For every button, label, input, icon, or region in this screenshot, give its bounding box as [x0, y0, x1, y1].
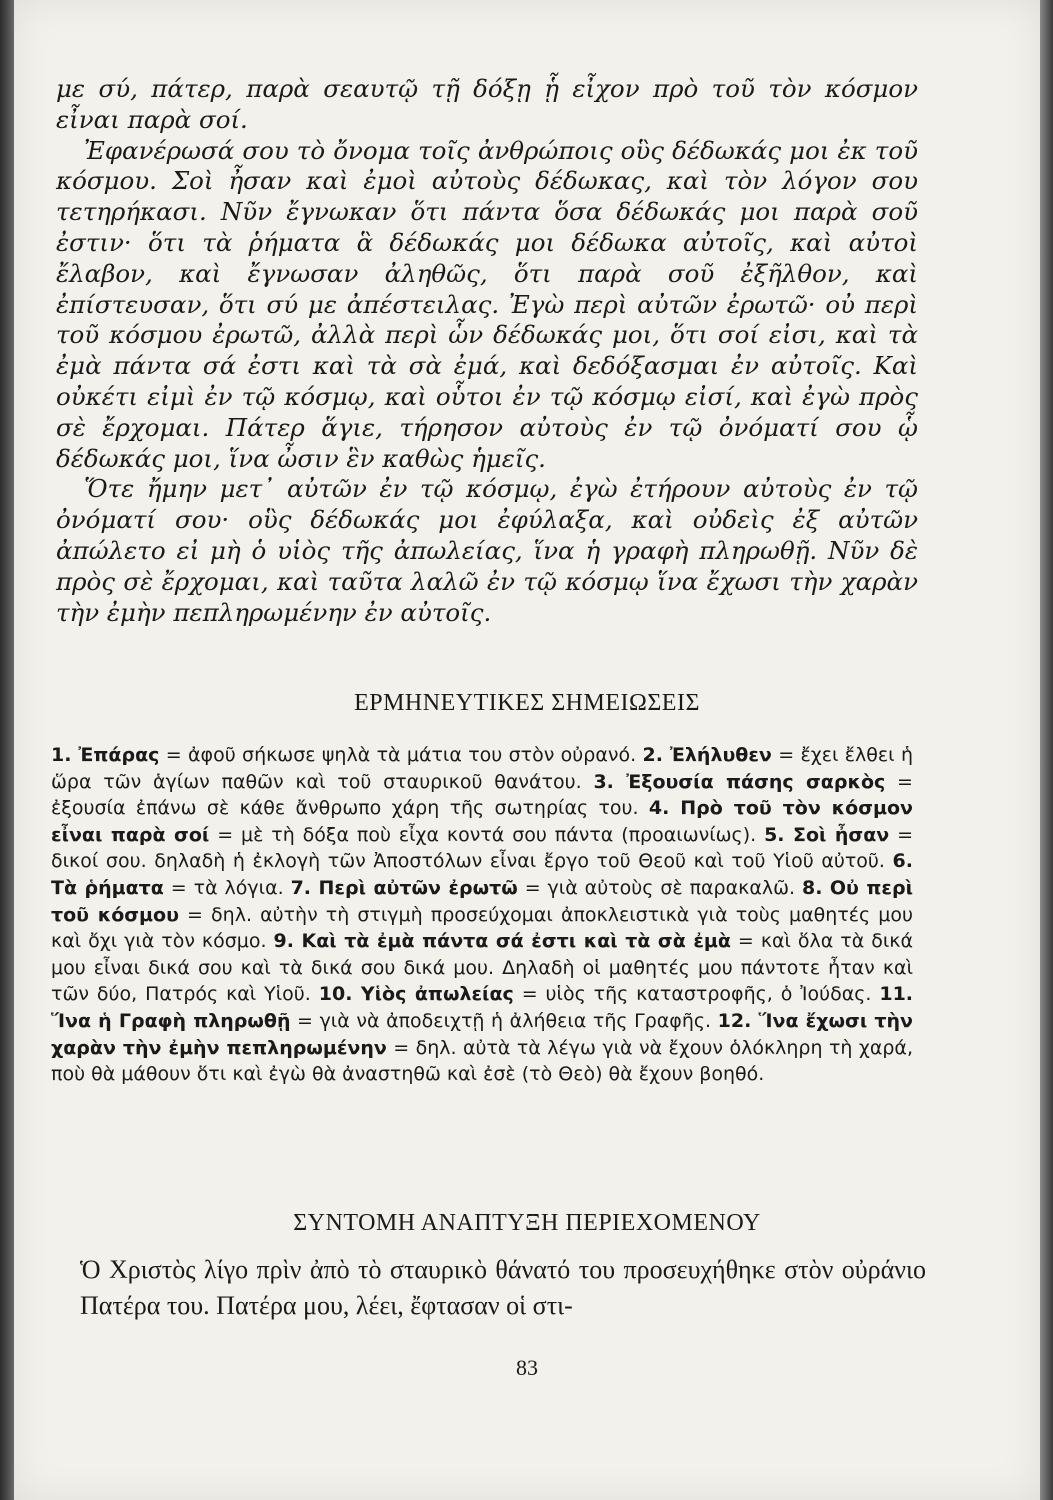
note-term: 2. Ἐλήλυθεν: [642, 744, 772, 766]
page-number: 83: [516, 1355, 538, 1380]
note-term: 4. Πρὸ τοῦ τὸν κόσμον εἶναι παρὰ σοί: [51, 797, 913, 846]
note-definition: = δηλ. αὐτὰ τὰ λέγω γιὰ νὰ ἔχουν ὁλόκληρη τὴ χαρά, ποὺ θὰ μάθουν ὅτι καὶ ἐγὼ θὰ ἀναστηθῶ καὶ ἐσὲ (τὸ Θεὸ) θὰ ἔχουν βοηθό.: [51, 1036, 914, 1086]
note-term: 8. Οὐ περὶ τοῦ κόσμου: [51, 876, 914, 926]
note-term: 11. Ἵνα ἡ Γραφὴ πληρωθῇ: [51, 983, 914, 1032]
note-term: 1. Ἐπάρας: [51, 744, 160, 766]
note-entry: [291, 877, 802, 899]
note-term: 6. Τὰ ῥήματα: [51, 850, 913, 899]
note-term: 5. Σοὶ ἦσαν: [764, 823, 890, 846]
scripture-paragraph: με σύ, πάτερ, παρὰ σεαυτῷ τῇ δόξῃ ᾗ εἶχον πρὸ τοῦ τὸν κόσμον εἶναι παρὰ σοί.: [56, 74, 918, 134]
book-edge-right: [1040, 0, 1053, 1500]
note-definition: = δηλ. αὐτὴν τὴ στιγμὴ προσεύχομαι ἀποκλειστικὰ γιὰ τοὺς μαθητές μου καὶ ὄχι γιὰ τὸν κόσμο.: [51, 903, 913, 953]
note-definition: = ἀφοῦ σήκωσε ψηλὰ τὰ μάτια του στὸν οὐρανό.: [159, 744, 643, 766]
note-term: 7. Περὶ αὐτῶν ἐρωτῶ: [290, 876, 518, 899]
note-term: 3. Ἐξουσία πάσης σαρκὸς: [593, 770, 886, 793]
summary-heading: ΣΥΝΤΟΜΗ ΑΝΑΠΤΥΞΗ ΠΕΡΙΕΧΟΜΕΝΟΥ: [293, 1210, 761, 1236]
note-term: 12. Ἵνα ἔχωσι τὴν χαρὰν τὴν ἐμὴν πεπληρωμένην: [51, 1009, 913, 1059]
notes-heading: ΕΡΜΗΝΕΥΤΙΚΕΣ ΣΗΜΕΙΩΣΕΙΣ: [354, 690, 700, 716]
scripture-paragraph: Ὅτε ἤμην μετ᾿ αὐτῶν ἐν τῷ κόσμῳ, ἐγὼ ἐτήρουν αὐτοὺς ἐν τῷ ὀνόματί σου· οὓς δέδωκάς μοι ἐφύλαξα, καὶ οὐδεὶς ἐξ αὐτῶν ἀπώλετο εἰ μὴ ὁ υἱὸς τῆς ἀπωλείας, ἵνα ἡ γραφὴ πληρωθῇ. Νῦν δὲ πρὸς σὲ ἔρχομαι, καὶ ταῦτα λαλῶ ἐν τῷ κόσμῳ ἵνα ἔχωσι τὴν χαρὰν τὴν ἐμὴν πεπληρωμένην ἐν αὐτοῖς.: [56, 474, 918, 627]
note-definition: = μὲ τὴ δόξα ποὺ εἶχα κοντά σου πάντα (προαιωνίως).: [209, 823, 765, 846]
book-gutter-left: [0, 0, 14, 1500]
interpretive-notes: [51, 742, 913, 1088]
summary-paragraph: Ὁ Χριστὸς λίγο πρὶν ἀπὸ τὸ σταυρικὸ θάνατό του προσευχήθηκε στὸν οὐράνιο Πατέρα του. Πατέρα μου, λέει, ἔφτασαν οἱ στι-: [80, 1255, 926, 1320]
note-definition: = υἱὸς τῆς καταστροφῆς, ὁ Ἰούδας.: [513, 983, 880, 1006]
note-definition: = ἐξουσία ἐπάνω σὲ κάθε ἄνθρωπο χάρη τῆς σωτηρίας του.: [51, 770, 913, 820]
note-entry: [51, 744, 643, 766]
scripture-text: [56, 74, 918, 628]
note-term: 10. Υἱὸς ἀπωλείας: [318, 983, 514, 1006]
note-entry: [319, 983, 880, 1005]
book-page: [14, 0, 1040, 1500]
note-definition: = γιὰ νὰ ἀποδειχτῇ ἡ ἀλήθεια τῆς Γραφῆς.: [290, 1009, 718, 1032]
note-definition: = τὰ λόγια.: [163, 876, 291, 899]
note-definition: = δικοί σου. δηλαδὴ ἡ ἐκλογὴ τῶν Ἀποστόλων εἶναι ἔργο τοῦ Θεοῦ καὶ τοῦ Υἱοῦ αὐτοῦ.: [51, 823, 913, 873]
scripture-paragraph: Ἐφανέρωσά σου τὸ ὄνομα τοῖς ἀνθρώποις οὓς δέδωκάς μοι ἐκ τοῦ κόσμου. Σοὶ ἦσαν καὶ ἐμοὶ αὐτοὺς δέδωκας, καὶ τὸν λόγον σου τετηρήκασι. Νῦν ἔγνωκαν ὅτι πάντα ὅσα δέδωκάς μοι παρὰ σοῦ ἐστιν· ὅτι τὰ ῥήματα ἃ δέδωκάς μοι δέδωκα αὐτοῖς, καὶ αὐτοὶ ἔλαβον, καὶ ἔγνωσαν ἀληθῶς, ὅτι παρὰ σοῦ ἐξῆλθον, καὶ ἐπίστευσαν, ὅτι σύ με ἀπέστειλας. Ἐγὼ περὶ αὐτῶν ἐρωτῶ· οὐ περὶ τοῦ κόσμου ἐρωτῶ, ἀλλὰ περὶ ὧν δέδωκάς μοι, ὅτι σοί εἰσι, καὶ τὰ ἐμὰ πάντα σά ἐστι καὶ τὰ σὰ ἐμά, καὶ δεδόξασμαι ἐν αὐτοῖς. Καὶ οὐκέτι εἰμὶ ἐν τῷ κόσμῳ, καὶ οὗτοι ἐν τῷ κόσμῳ εἰσί, καὶ ἐγὼ πρὸς σὲ ἔρχομαι. Πάτερ ἅγιε, τήρησον αὐτοὺς ἐν τῷ ὀνόματί σου ᾧ δέδωκάς μοι, ἵνα ὦσιν ἓν καθὼς ἡμεῖς.: [56, 135, 918, 473]
note-definition: = ἔχει ἔλθει ἡ ὥρα τῶν ἁγίων παθῶν καὶ τοῦ σταυρικοῦ θανάτου.: [51, 744, 913, 793]
note-definition: = γιὰ αὐτοὺς σὲ παρακαλῶ.: [517, 876, 802, 899]
note-definition: = καὶ ὅλα τὰ δικά μου εἶναι δικά σου καὶ τὰ δικά σου δικά μου. Δηλαδὴ οἱ μαθητές μου πάντοτε ἦταν καὶ τῶν δύο, Πατρός καὶ Υἱοῦ.: [51, 930, 914, 1006]
summary-section: [80, 1252, 926, 1324]
note-term: 9. Καὶ τὰ ἐμὰ πάντα σά ἐστι καὶ τὰ σὰ ἐμὰ: [273, 930, 731, 953]
